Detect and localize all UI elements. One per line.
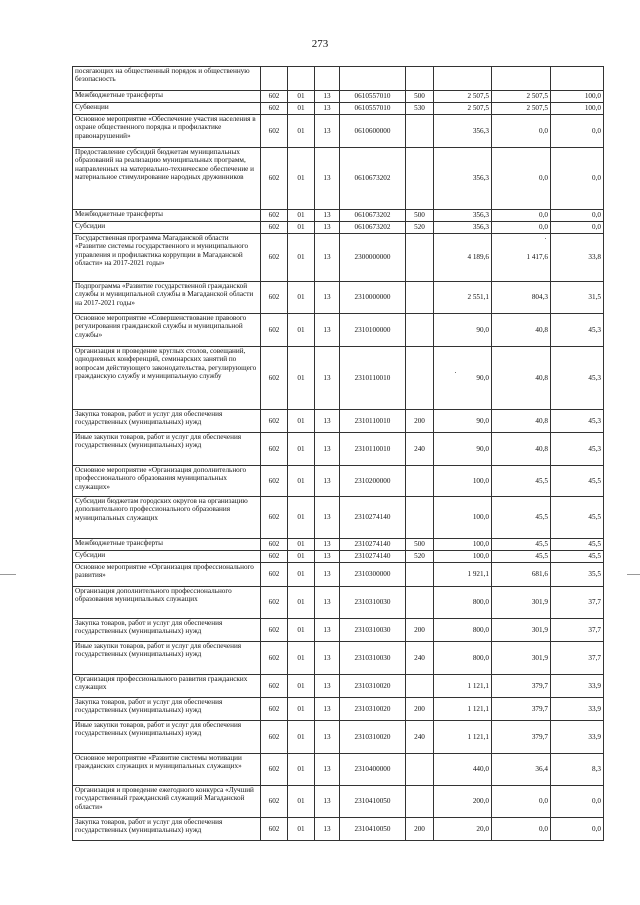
subsection-code: 13 <box>315 563 340 587</box>
item-name: Иные закупки товаров, работ и услуг для обеспечения государственных (муниципальных) нужд <box>73 433 261 466</box>
target-article-code: 0610557010 <box>340 91 406 103</box>
item-name: Предоставление субсидий бюджетам муниципальных образований на реализацию муниципальных программ, направленных на материально-техническое обеспечение и материальное стимулирование народных дружинников <box>73 148 261 210</box>
expense-type-code <box>406 234 434 282</box>
section-code: 01 <box>288 786 315 818</box>
executed-amount: 45,5 <box>492 497 551 539</box>
expense-type-code: 200 <box>406 818 434 841</box>
table-row <box>73 210 604 222</box>
ministry-code: 602 <box>261 497 288 539</box>
subsection-code: 13 <box>315 587 340 619</box>
expense-type-code: 530 <box>406 103 434 115</box>
subsection-code: 13 <box>315 539 340 551</box>
target-article-code: 2310300000 <box>340 563 406 587</box>
ministry-code: 602 <box>261 234 288 282</box>
planned-amount: 356,3 <box>434 115 492 148</box>
executed-amount: 804,3 <box>492 282 551 314</box>
subsection-code: 13 <box>315 698 340 721</box>
subsection-code: 13 <box>315 675 340 698</box>
table-row <box>73 587 604 619</box>
table-row <box>73 675 604 698</box>
target-article-code: 2310274140 <box>340 539 406 551</box>
planned-amount: 100,0 <box>434 497 492 539</box>
expense-type-code <box>406 466 434 497</box>
planned-amount: 440,0 <box>434 754 492 786</box>
executed-amount: 40,8 <box>492 433 551 466</box>
expense-type-code <box>406 115 434 148</box>
planned-amount: 800,0 <box>434 587 492 619</box>
execution-percent <box>551 67 604 91</box>
section-code: 01 <box>288 754 315 786</box>
section-code: 01 <box>288 347 315 410</box>
executed-amount: 0,0 <box>492 818 551 841</box>
execution-percent: 45,3 <box>551 314 604 347</box>
ministry-code: 602 <box>261 698 288 721</box>
execution-percent: 0,0 <box>551 786 604 818</box>
execution-percent: 37,7 <box>551 587 604 619</box>
ministry-code: 602 <box>261 282 288 314</box>
section-code <box>288 67 315 91</box>
planned-amount: 100,0 <box>434 551 492 563</box>
item-name: Субвенции <box>73 103 261 115</box>
planned-amount: 1 921,1 <box>434 563 492 587</box>
execution-percent: 100,0 <box>551 103 604 115</box>
section-code: 01 <box>288 619 315 642</box>
ministry-code: 602 <box>261 675 288 698</box>
section-code: 01 <box>288 222 315 234</box>
item-name: Основное мероприятие «Совершенствование правового регулирования гражданской службы и муниципальной службы» <box>73 314 261 347</box>
item-name: Государственная программа Магаданской области «Развитие системы государственного и муниципального управления и профилактика коррупции в Магаданской области» на 2017-2021 годы» <box>73 234 261 282</box>
ministry-code: 602 <box>261 466 288 497</box>
subsection-code: 13 <box>315 314 340 347</box>
table-row <box>73 67 604 91</box>
section-code: 01 <box>288 563 315 587</box>
execution-percent: 45,5 <box>551 497 604 539</box>
planned-amount: 2 507,5 <box>434 91 492 103</box>
section-code: 01 <box>288 115 315 148</box>
scan-speck <box>455 372 456 373</box>
planned-amount: 800,0 <box>434 619 492 642</box>
table-row <box>73 466 604 497</box>
target-article-code: 2310310020 <box>340 698 406 721</box>
table-row <box>73 642 604 675</box>
subsection-code: 13 <box>315 148 340 210</box>
subsection-code: 13 <box>315 551 340 563</box>
planned-amount: 200,0 <box>434 786 492 818</box>
table-row <box>73 410 604 433</box>
target-article-code: 0610600000 <box>340 115 406 148</box>
item-name: посягающих на общественный порядок и общественную безопасность <box>73 67 261 91</box>
executed-amount: 40,8 <box>492 347 551 410</box>
table-row <box>73 433 604 466</box>
subsection-code: 13 <box>315 222 340 234</box>
table-row <box>73 563 604 587</box>
ministry-code <box>261 67 288 91</box>
executed-amount <box>492 67 551 91</box>
item-name: Субсидии <box>73 222 261 234</box>
ministry-code: 602 <box>261 619 288 642</box>
execution-percent: 45,5 <box>551 466 604 497</box>
item-name: Закупка товаров, работ и услуг для обеспечения государственных (муниципальных) нужд <box>73 410 261 433</box>
execution-percent: 0,0 <box>551 818 604 841</box>
ministry-code: 602 <box>261 222 288 234</box>
executed-amount: 301,9 <box>492 619 551 642</box>
planned-amount: 356,3 <box>434 222 492 234</box>
subsection-code: 13 <box>315 91 340 103</box>
planned-amount: 356,3 <box>434 210 492 222</box>
target-article-code: 2310310030 <box>340 619 406 642</box>
planned-amount: 20,0 <box>434 818 492 841</box>
table-row <box>73 103 604 115</box>
target-article-code: 0610673202 <box>340 222 406 234</box>
item-name: Основное мероприятие «Организация дополнительного профессионального образования муниципальных служащих» <box>73 466 261 497</box>
target-article-code: 0610673202 <box>340 210 406 222</box>
planned-amount: 2 551,1 <box>434 282 492 314</box>
executed-amount: 681,6 <box>492 563 551 587</box>
executed-amount: 45,5 <box>492 551 551 563</box>
item-name: Организация дополнительного профессионального образования муниципальных служащих <box>73 587 261 619</box>
table-row <box>73 754 604 786</box>
executed-amount: 301,9 <box>492 642 551 675</box>
expense-type-code: 520 <box>406 551 434 563</box>
planned-amount <box>434 67 492 91</box>
page-number: 273 <box>311 38 329 50</box>
planned-amount: 90,0 <box>434 433 492 466</box>
execution-percent: 33,9 <box>551 721 604 754</box>
target-article-code: 2310310030 <box>340 587 406 619</box>
executed-amount: 2 507,5 <box>492 103 551 115</box>
execution-percent: 0,0 <box>551 222 604 234</box>
ministry-code: 602 <box>261 148 288 210</box>
ministry-code: 602 <box>261 786 288 818</box>
ministry-code: 602 <box>261 314 288 347</box>
item-name: Межбюджетные трансферты <box>73 210 261 222</box>
subsection-code: 13 <box>315 786 340 818</box>
planned-amount: 90,0 <box>434 314 492 347</box>
table-row <box>73 721 604 754</box>
execution-percent: 33,9 <box>551 675 604 698</box>
table-row <box>73 282 604 314</box>
executed-amount: 0,0 <box>492 210 551 222</box>
subsection-code: 13 <box>315 210 340 222</box>
subsection-code: 13 <box>315 234 340 282</box>
ministry-code: 602 <box>261 754 288 786</box>
expense-type-code: 500 <box>406 91 434 103</box>
scan-margin-mark <box>627 574 640 575</box>
subsection-code: 13 <box>315 115 340 148</box>
subsection-code: 13 <box>315 619 340 642</box>
subsection-code <box>315 67 340 91</box>
item-name: Организация профессионального развития гражданских служащих <box>73 675 261 698</box>
ministry-code: 602 <box>261 433 288 466</box>
table-row <box>73 314 604 347</box>
ministry-code: 602 <box>261 721 288 754</box>
table-row <box>73 497 604 539</box>
target-article-code: 2300000000 <box>340 234 406 282</box>
ministry-code: 602 <box>261 410 288 433</box>
section-code: 01 <box>288 148 315 210</box>
executed-amount: 0,0 <box>492 115 551 148</box>
item-name: Иные закупки товаров, работ и услуг для обеспечения государственных (муниципальных) нужд <box>73 721 261 754</box>
item-name: Основное мероприятие «Организация профессионального развития» <box>73 563 261 587</box>
section-code: 01 <box>288 410 315 433</box>
expense-type-code <box>406 786 434 818</box>
ministry-code: 602 <box>261 539 288 551</box>
subsection-code: 13 <box>315 818 340 841</box>
item-name: Межбюджетные трансферты <box>73 539 261 551</box>
section-code: 01 <box>288 721 315 754</box>
subsection-code: 13 <box>315 466 340 497</box>
target-article-code: 2310410050 <box>340 786 406 818</box>
expense-type-code <box>406 282 434 314</box>
expense-type-code <box>406 675 434 698</box>
expense-type-code: 200 <box>406 698 434 721</box>
executed-amount: 36,4 <box>492 754 551 786</box>
section-code: 01 <box>288 282 315 314</box>
target-article-code: 2310110010 <box>340 347 406 410</box>
ministry-code: 602 <box>261 103 288 115</box>
ministry-code: 602 <box>261 347 288 410</box>
expense-type-code: 500 <box>406 210 434 222</box>
execution-percent: 33,8 <box>551 234 604 282</box>
table-row <box>73 347 604 410</box>
section-code: 01 <box>288 234 315 282</box>
ministry-code: 602 <box>261 551 288 563</box>
target-article-code: 0610557010 <box>340 103 406 115</box>
section-code: 01 <box>288 642 315 675</box>
item-name: Межбюджетные трансферты <box>73 91 261 103</box>
executed-amount: 40,8 <box>492 410 551 433</box>
table-row <box>73 234 604 282</box>
execution-percent: 45,3 <box>551 347 604 410</box>
expense-type-code <box>406 314 434 347</box>
target-article-code: 2310110010 <box>340 410 406 433</box>
subsection-code: 13 <box>315 282 340 314</box>
item-name: Закупка товаров, работ и услуг для обеспечения государственных (муниципальных) нужд <box>73 698 261 721</box>
target-article-code: 2310410050 <box>340 818 406 841</box>
target-article-code: 2310274140 <box>340 497 406 539</box>
executed-amount: 45,5 <box>492 539 551 551</box>
execution-percent: 45,5 <box>551 539 604 551</box>
planned-amount: 356,3 <box>434 148 492 210</box>
item-name: Основное мероприятие «Обеспечение участия населения в охране общественного порядка и профилактике правонарушений» <box>73 115 261 148</box>
expense-type-code: 240 <box>406 433 434 466</box>
section-code: 01 <box>288 587 315 619</box>
expense-type-code <box>406 587 434 619</box>
execution-percent: 35,5 <box>551 563 604 587</box>
subsection-code: 13 <box>315 347 340 410</box>
executed-amount: 379,7 <box>492 675 551 698</box>
planned-amount: 100,0 <box>434 466 492 497</box>
planned-amount: 100,0 <box>434 539 492 551</box>
section-code: 01 <box>288 539 315 551</box>
executed-amount: 2 507,5 <box>492 91 551 103</box>
execution-percent: 0,0 <box>551 210 604 222</box>
execution-percent: 45,5 <box>551 551 604 563</box>
table-row <box>73 539 604 551</box>
executed-amount: 1 417,6 <box>492 234 551 282</box>
ministry-code: 602 <box>261 587 288 619</box>
target-article-code: 2310310030 <box>340 642 406 675</box>
section-code: 01 <box>288 103 315 115</box>
table-row <box>73 148 604 210</box>
ministry-code: 602 <box>261 115 288 148</box>
scan-margin-mark <box>0 574 16 575</box>
section-code: 01 <box>288 91 315 103</box>
ministry-code: 602 <box>261 210 288 222</box>
execution-percent: 0,0 <box>551 115 604 148</box>
target-article-code: 2310110010 <box>340 433 406 466</box>
expense-type-code <box>406 497 434 539</box>
table-row <box>73 619 604 642</box>
execution-percent: 0,0 <box>551 148 604 210</box>
expense-type-code <box>406 563 434 587</box>
expense-type-code <box>406 347 434 410</box>
executed-amount: 301,9 <box>492 587 551 619</box>
item-name: Организация и проведение круглых столов, совещаний, однодневных конференций, семинарских занятий по вопросам действующего законодательства, регулирующего гражданскую службу и муниципальную службу <box>73 347 261 410</box>
ministry-code: 602 <box>261 563 288 587</box>
expense-type-code: 240 <box>406 642 434 675</box>
section-code: 01 <box>288 466 315 497</box>
target-article-code <box>340 67 406 91</box>
table-row <box>73 818 604 841</box>
planned-amount: 90,0 <box>434 347 492 410</box>
execution-percent: 37,7 <box>551 642 604 675</box>
executed-amount: 45,5 <box>492 466 551 497</box>
execution-percent: 100,0 <box>551 91 604 103</box>
scan-speck <box>545 238 546 239</box>
table-row <box>73 698 604 721</box>
ministry-code: 602 <box>261 642 288 675</box>
table-row <box>73 91 604 103</box>
target-article-code: 2310200000 <box>340 466 406 497</box>
section-code: 01 <box>288 698 315 721</box>
planned-amount: 4 189,6 <box>434 234 492 282</box>
executed-amount: 379,7 <box>492 721 551 754</box>
item-name: Организация и проведение ежегодного конкурса «Лучший государственный гражданский служащий Магаданской области» <box>73 786 261 818</box>
item-name: Иные закупки товаров, работ и услуг для обеспечения государственных (муниципальных) нужд <box>73 642 261 675</box>
execution-percent: 8,3 <box>551 754 604 786</box>
target-article-code: 2310274140 <box>340 551 406 563</box>
target-article-code: 2310400000 <box>340 754 406 786</box>
section-code: 01 <box>288 314 315 347</box>
planned-amount: 1 121,1 <box>434 675 492 698</box>
target-article-code: 2310310020 <box>340 675 406 698</box>
subsection-code: 13 <box>315 497 340 539</box>
table-row <box>73 115 604 148</box>
subsection-code: 13 <box>315 754 340 786</box>
execution-percent: 31,5 <box>551 282 604 314</box>
expense-type-code: 500 <box>406 539 434 551</box>
executed-amount: 40,8 <box>492 314 551 347</box>
execution-percent: 45,3 <box>551 433 604 466</box>
subsection-code: 13 <box>315 642 340 675</box>
target-article-code: 2310310020 <box>340 721 406 754</box>
execution-percent: 37,7 <box>551 619 604 642</box>
subsection-code: 13 <box>315 433 340 466</box>
expense-type-code: 520 <box>406 222 434 234</box>
expense-type-code: 240 <box>406 721 434 754</box>
planned-amount: 2 507,5 <box>434 103 492 115</box>
target-article-code: 2310000000 <box>340 282 406 314</box>
ministry-code: 602 <box>261 91 288 103</box>
section-code: 01 <box>288 818 315 841</box>
executed-amount: 0,0 <box>492 786 551 818</box>
table-row <box>73 222 604 234</box>
expense-type-code <box>406 148 434 210</box>
planned-amount: 1 121,1 <box>434 721 492 754</box>
target-article-code: 0610673202 <box>340 148 406 210</box>
item-name: Основное мероприятие «Развитие системы мотивации гражданских служащих и муниципальных служащих» <box>73 754 261 786</box>
item-name: Субсидии <box>73 551 261 563</box>
executed-amount: 0,0 <box>492 148 551 210</box>
expense-type-code <box>406 67 434 91</box>
item-name: Подпрограмма «Развитие государственной гражданской службы и муниципальной службы в Магаданской области на 2017-2021 годы» <box>73 282 261 314</box>
section-code: 01 <box>288 551 315 563</box>
expense-type-code <box>406 754 434 786</box>
table-row <box>73 551 604 563</box>
expense-type-code: 200 <box>406 619 434 642</box>
table-row <box>73 786 604 818</box>
execution-percent: 45,3 <box>551 410 604 433</box>
planned-amount: 90,0 <box>434 410 492 433</box>
item-name: Субсидии бюджетам городских округов на организацию дополнительного профессионального образования муниципальных служащих <box>73 497 261 539</box>
planned-amount: 1 121,1 <box>434 698 492 721</box>
item-name: Закупка товаров, работ и услуг для обеспечения государственных (муниципальных) нужд <box>73 818 261 841</box>
target-article-code: 2310100000 <box>340 314 406 347</box>
planned-amount: 800,0 <box>434 642 492 675</box>
section-code: 01 <box>288 497 315 539</box>
section-code: 01 <box>288 433 315 466</box>
ministry-code: 602 <box>261 818 288 841</box>
expense-type-code: 200 <box>406 410 434 433</box>
subsection-code: 13 <box>315 103 340 115</box>
section-code: 01 <box>288 210 315 222</box>
execution-percent: 33,9 <box>551 698 604 721</box>
section-code: 01 <box>288 675 315 698</box>
executed-amount: 0,0 <box>492 222 551 234</box>
subsection-code: 13 <box>315 410 340 433</box>
item-name: Закупка товаров, работ и услуг для обеспечения государственных (муниципальных) нужд <box>73 619 261 642</box>
subsection-code: 13 <box>315 721 340 754</box>
executed-amount: 379,7 <box>492 698 551 721</box>
budget-execution-table <box>72 66 604 841</box>
